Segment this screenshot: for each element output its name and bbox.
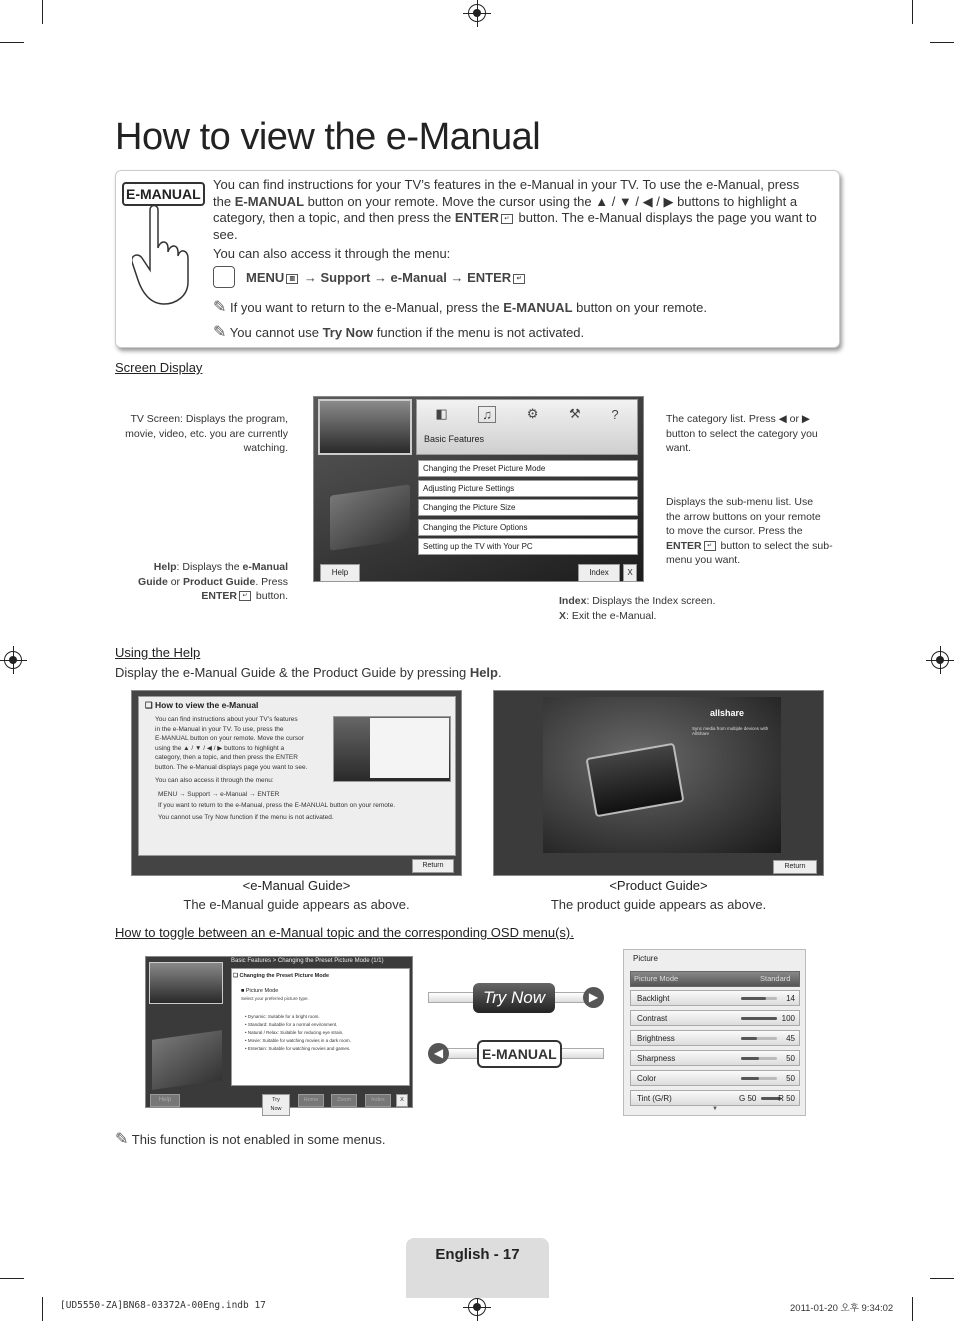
emanual-badge: E-MANUAL <box>477 1040 562 1068</box>
osd-tint-row[interactable] <box>630 1090 800 1106</box>
osd-row-label: Brightness <box>637 1034 675 1043</box>
guide-note-1: If you want to return to the e-Manual, press the E-MANUAL button on your remote. <box>158 802 396 809</box>
osd-slider <box>741 1077 777 1080</box>
osd-row-sharpness[interactable] <box>630 1050 800 1066</box>
enter-icon: ↵ <box>239 591 251 601</box>
crop-mark <box>0 42 24 43</box>
home-button[interactable]: Home <box>298 1094 324 1107</box>
tv-preview-thumbnail <box>318 399 412 455</box>
osd-slider-fill <box>741 1057 759 1060</box>
menu-path: MENU ▥ → Support → e-Manual → ENTER ↵ <box>246 270 527 287</box>
osd-tint-r: R 50 <box>778 1094 795 1103</box>
select-pref: Select your preferred picture type. <box>241 996 309 1001</box>
osd-slider-fill <box>741 1077 759 1080</box>
try-now-badge: Try Now <box>473 983 555 1013</box>
registration-mark-icon <box>4 651 22 669</box>
return-button[interactable]: Return <box>412 859 454 873</box>
emanual-guide-desc: The e-Manual guide appears as above. <box>183 897 410 912</box>
osd-slider <box>741 1057 777 1060</box>
submenu-item[interactable]: Changing the Picture Options <box>418 519 638 536</box>
guide-body: You can find instructions about your TV’s features in the e-Manual in your TV. To use, press the E-MANUAL button on your remote. Move the cursor using the ▲ / ▼ / ◀ / ▶ buttons to highlight a category, then a topic, and then press the ENTER button. The e-Manual displays page you want to see. You can also access it through the menu: <box>155 716 308 784</box>
advanced-category-icon[interactable]: ⚒ <box>569 406 581 421</box>
submenu-item[interactable]: Adjusting Picture Settings <box>418 480 638 497</box>
osd-slider <box>741 1037 777 1040</box>
help-caption: Help: Displays the e-Manual Guide or Product Guide. Press ENTER ↵ button. <box>138 561 288 602</box>
registration-mark-icon <box>468 1298 486 1316</box>
zoom-button[interactable]: Zoom <box>331 1094 357 1107</box>
guide-note-2: You cannot use Try Now function if the menu is not activated. <box>158 814 334 821</box>
page-title: How to view the e-Manual <box>115 116 541 158</box>
index-caption: Index: Displays the Index screen. X: Exit the e-Manual. <box>559 595 716 622</box>
category-label: Basic Features <box>424 434 485 444</box>
osd-row-backlight[interactable] <box>630 990 800 1006</box>
topic-title: ❑ Changing the Preset Picture Mode <box>233 973 330 979</box>
osd-row-brightness[interactable] <box>630 1030 800 1046</box>
date-info: 2011-01-20 오후 9:34:02 <box>790 1303 894 1314</box>
crop-mark <box>912 0 913 24</box>
osd-row-label: Color <box>637 1074 657 1083</box>
category-caption: The category list. Press ◀ or ▶ button to select the category you want. <box>666 413 818 454</box>
osd-row-value: 100 <box>781 1014 795 1023</box>
arrow-left-icon: ◀ <box>428 1043 449 1064</box>
return-button[interactable]: Return <box>773 860 817 874</box>
registration-mark-icon <box>931 651 949 669</box>
osd-row-label: Backlight <box>637 994 670 1003</box>
osd-mode-label: Picture Mode <box>634 974 679 983</box>
crop-mark <box>0 1278 24 1279</box>
category-icons <box>420 402 634 426</box>
enter-icon: ↵ <box>501 214 513 224</box>
allshare-logo: allshare <box>710 708 745 718</box>
topic-breadcrumb: Basic Features > Changing the Preset Picture Mode (1/1) <box>231 958 384 964</box>
osd-tint-g: G 50 <box>739 1094 757 1103</box>
product-guide-desc: The product guide appears as above. <box>550 897 767 912</box>
product-guide-label: <Product Guide> <box>609 878 708 893</box>
index-button[interactable]: Index <box>365 1094 391 1107</box>
enter-icon: ↵ <box>513 274 525 284</box>
emanual-guide-label: <e-Manual Guide> <box>242 878 351 893</box>
osd-slider-fill <box>741 1017 777 1020</box>
exit-button[interactable]: X <box>623 564 637 582</box>
using-help-desc: Display the e-Manual Guide & the Product Guide by pressing Help. <box>115 665 502 680</box>
crop-mark <box>930 42 954 43</box>
exit-button[interactable]: X <box>396 1094 408 1107</box>
osd-slider-fill <box>741 1037 757 1040</box>
crop-mark <box>912 1297 913 1321</box>
arrow-right-icon: ▶ <box>583 987 604 1008</box>
osd-mode-value: Standard <box>760 974 791 983</box>
page-number: English - 17 <box>435 1246 520 1263</box>
guide-title: ❑ How to view the e-Manual <box>145 700 259 710</box>
osd-slider <box>741 1017 777 1020</box>
osd-slider <box>741 997 777 1000</box>
osd-row-value: 45 <box>786 1034 795 1043</box>
osd-row-label: Sharpness <box>637 1054 676 1063</box>
file-info: [UD5550-ZA]BN68-03372A-00Eng.indb 17 <box>60 1300 266 1311</box>
tv-illustration <box>330 484 410 550</box>
note-try-now: ✎ You cannot use Try Now function if the menu is not activated. <box>213 324 585 341</box>
scroll-down-icon[interactable]: ▼ <box>712 1106 718 1112</box>
osd-slider-fill <box>741 997 766 1000</box>
osd-row-color[interactable] <box>630 1070 800 1086</box>
osd-row-label: Tint (G/R) <box>637 1094 672 1103</box>
screen-display-heading: Screen Display <box>115 360 203 375</box>
guide-mini-menu <box>370 718 449 778</box>
enter-icon: ↵ <box>704 541 716 551</box>
emanual-badge: E-MANUAL <box>122 182 205 206</box>
picture-category-icon[interactable]: ◧ <box>435 406 448 421</box>
note-pencil-icon: ✎ <box>213 299 227 316</box>
crop-mark <box>42 1297 43 1321</box>
try-now-button[interactable]: Try Now <box>262 1094 290 1116</box>
osd-row-contrast[interactable] <box>630 1010 800 1026</box>
note-not-enabled: ✎ This function is not enabled in some menus. <box>115 1131 386 1148</box>
allshare-subtitle: Sync media from multiple devices with AllShare <box>692 726 769 736</box>
submenu-item[interactable]: Changing the Preset Picture Mode <box>418 460 638 477</box>
osd-row-value: 14 <box>786 994 795 1003</box>
note-return: ✎ If you want to return to the e-Manual, press the E-MANUAL button on your remote. <box>213 299 707 316</box>
hand-pressing-icon <box>132 200 210 308</box>
picture-mode-label: ■ Picture Mode <box>241 988 279 994</box>
setup-category-icon[interactable]: ⚙ <box>526 406 539 421</box>
tv-illustration <box>152 1030 222 1090</box>
menu-remote-icon <box>213 266 235 288</box>
osd-row-value: 50 <box>786 1074 795 1083</box>
submenu-item[interactable]: Changing the Picture Size <box>418 499 638 516</box>
tv-preview-thumbnail <box>149 962 223 1004</box>
osd-row-value: 50 <box>786 1054 795 1063</box>
crop-mark <box>42 0 43 24</box>
osd-row-label: Contrast <box>637 1014 668 1023</box>
using-help-heading: Using the Help <box>115 645 201 660</box>
intro-paragraph: You can find instructions for your TV’s features in the e-Manual in your TV. To use the e-Manual, press the E-MANUAL button on your remote. Move the cursor using the ▲ / ▼ / ◀ / ▶ buttons to highlight a category, then a topic, and then press the ENTER ↵ button. The e-Manual displays the page you want to see. You can also access it through the menu: <box>213 177 817 261</box>
support-category-icon[interactable]: ? <box>611 406 619 422</box>
tv-screen-caption: TV Screen: Displays the program, movie, video, etc. you are currently watching. <box>125 413 288 454</box>
submenu-caption: Displays the sub-menu list. Use the arrow buttons on your remote to move the cursor. Press the ENTER ↵ button to select the sub- menu you want. <box>666 496 833 566</box>
help-button[interactable]: Help <box>320 564 360 582</box>
submenu-item[interactable]: Setting up the TV with Your PC <box>418 538 638 555</box>
help-button[interactable]: Help <box>150 1094 180 1107</box>
note-pencil-icon: ✎ <box>213 324 227 341</box>
sound-category-icon[interactable]: ♫ <box>478 406 496 423</box>
mode-bullets: • Dynamic: Suitable for a bright room. • Standard: Suitable for a normal environment. • Natural / Relax: Suitable for reducing eye strain. • Movie: Suitable for watching movies in a dark room. • Entertain: Suitable for watching movies and games. <box>245 1014 351 1051</box>
osd-title: Picture <box>633 954 658 963</box>
index-button[interactable]: Index <box>578 564 620 582</box>
registration-mark-icon <box>468 4 486 22</box>
toggle-heading: How to toggle between an e-Manual topic and the corresponding OSD menu(s). <box>115 925 574 940</box>
note-pencil-icon: ✎ <box>115 1131 129 1148</box>
menu-icon: ▥ <box>286 274 298 284</box>
crop-mark <box>930 1278 954 1279</box>
guide-menu-path: MENU → Support → e-Manual → ENTER <box>158 791 280 798</box>
